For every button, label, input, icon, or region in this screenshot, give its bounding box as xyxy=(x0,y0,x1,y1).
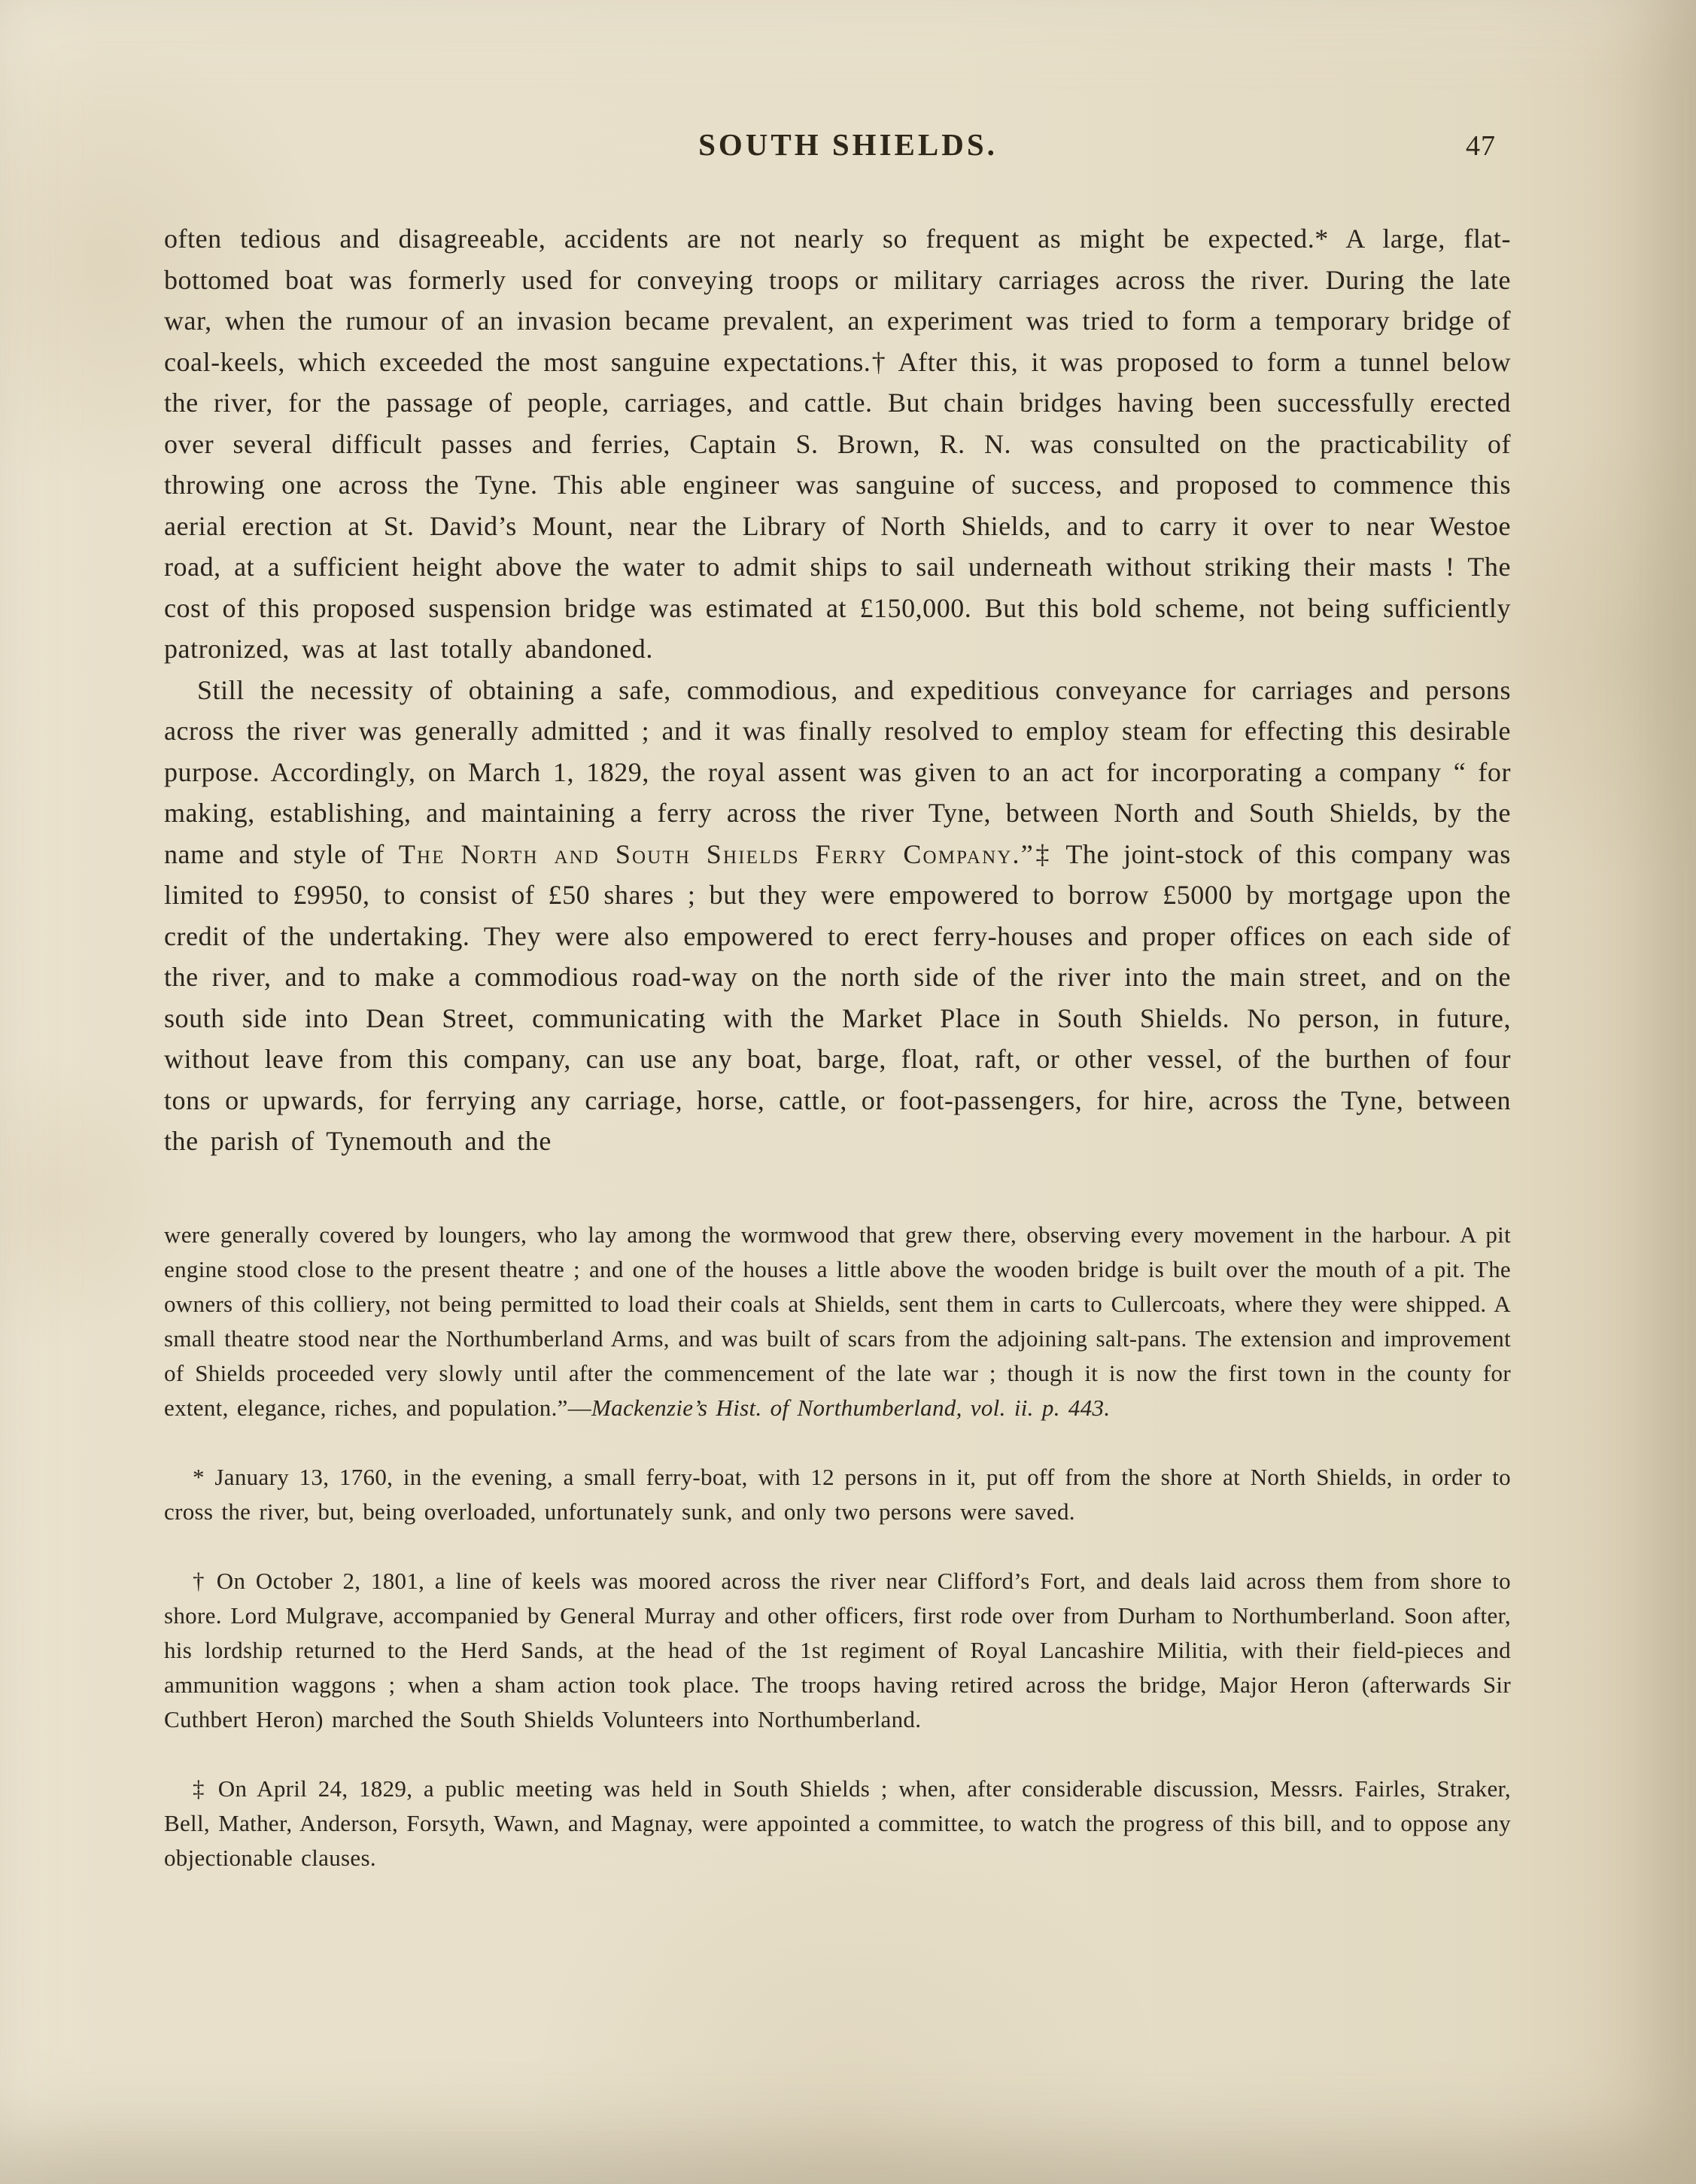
paragraph-continuation: often tedious and disagreeable, accidents are not nearly so frequent as might be expected.* A large, flat-bottomed boat was formerly used for conveying troops or military carriages across the river. During the late war, when the rumour of an invasion became prevalent, an experiment was tried to form a temporary bridge of coal-keels, which exceeded the most sanguine expectations.† After this, it was proposed to form a tunnel below the river, for the passage of people, carriages, and cattle. But chain bridges having been successfully erected over several difficult passes and ferries, Captain S. Brown, R. N. was consulted on the practicability of throwing one across the Tyne. This able engineer was sanguine of success, and proposed to commence this aerial erection at St. David’s Mount, near the Library of North Shields, and to carry it over to near Westoe road, at a sufficient height above the water to admit ships to sail underneath without striking their masts ! The cost of this proposed suspension bridge was estimated at £150,000. But this bold scheme, not being sufficiently patronized, was at last totally abandoned. xyxy=(164,224,1511,664)
footnote-text: were generally covered by loungers, who lay among the wormwood that grew there, observing every movement in the harbour. A pit engine stood close to the present theatre ; and one of the houses a little above the wooden bridge is built over the mouth of a pit. The owners of this colliery, not being permitted to load their coals at Shields, sent them in carts to Cullercoats, where they were shipped. A small theatre stood near the Northumberland Arms, and was built of scars from the adjoining salt-pans. The extension and improvement of Shields proceeded very slowly until after the commencement of the late war ; though it is now the first town in the county for extent, elegance, riches, and population.”— xyxy=(164,1221,1511,1421)
footnote-continuation xyxy=(164,1218,1511,1425)
page-body xyxy=(0,187,1696,1162)
company-name-smallcaps: The North and South Shields Ferry Company. xyxy=(398,838,1021,869)
paragraph-text-segment: ”‡ The joint-stock of this company was limited to £9950, to consist of £50 shares ; but they were empowered to borrow £5000 by mortgage upon the credit of the undertaking. They were also empowered to erect ferry-houses and proper offices on each side of the river, and to make a commodious road-way on the north side of the river into the main street, and on the south side into Dean Street, communicating with the Market Place in South Shields. No person, in future, without leave from this company, can use any boat, barge, float, raft, or other vessel, of the burthen of four tons or upwards, for ferrying any carriage, horse, cattle, or foot-passengers, for hire, across the Tyne, between the parish of Tynemouth and the xyxy=(164,838,1511,1156)
paragraph-text-segment: Still the necessity of obtaining a safe, commodious, and expeditious conveyance for carriages and persons across the river was generally admitted ; and it was finally resolved to employ steam for effecting this desirable purpose. Accordingly, on March 1, 1829, the royal assent was given to an act for incorporating a company “ for making, establishing, and maintaining a ferry across the river Tyne, between North and South Shields, by the name and style of xyxy=(164,674,1511,869)
page-header xyxy=(0,0,1696,187)
running-title: SOUTH SHIELDS. xyxy=(698,127,998,162)
footnote-citation: Mackenzie’s Hist. of Northumberland, vol. ii. p. 443. xyxy=(591,1394,1111,1421)
paragraph-ferry-company xyxy=(164,670,1511,1162)
page-number: 47 xyxy=(1466,130,1496,162)
footnote-double-dagger: ‡ On April 24, 1829, a public meeting was held in South Shields ; when, after considerable discussion, Messrs. Fairles, Straker, Bell, Mather, Anderson, Forsyth, Wawn, and Magnay, were appointed a committee, to watch the progress of this bill, and to oppose any objectionable clauses. xyxy=(164,1775,1511,1871)
footnote-star: * January 13, 1760, in the evening, a small ferry-boat, with 12 persons in it, put off from the shore at North Shields, in order to cross the river, but, being overloaded, unfortunately sunk, and only two persons were saved. xyxy=(164,1463,1511,1525)
footnotes-section xyxy=(0,1162,1696,1875)
footnote-dagger: † On October 2, 1801, a line of keels was moored across the river near Clifford’s Fort, and deals laid across them from shore to shore. Lord Mulgrave, accompanied by General Murray and other officers, first rode over from Durham to Northumberland. Soon after, his lordship returned to the Herd Sands, at the head of the 1st regiment of Royal Lancashire Militia, with their field-pieces and ammunition waggons ; when a sham action took place. The troops having retired across the bridge, Major Heron (afterwards Sir Cuthbert Heron) marched the South Shields Volunteers into Northumberland. xyxy=(164,1567,1511,1732)
